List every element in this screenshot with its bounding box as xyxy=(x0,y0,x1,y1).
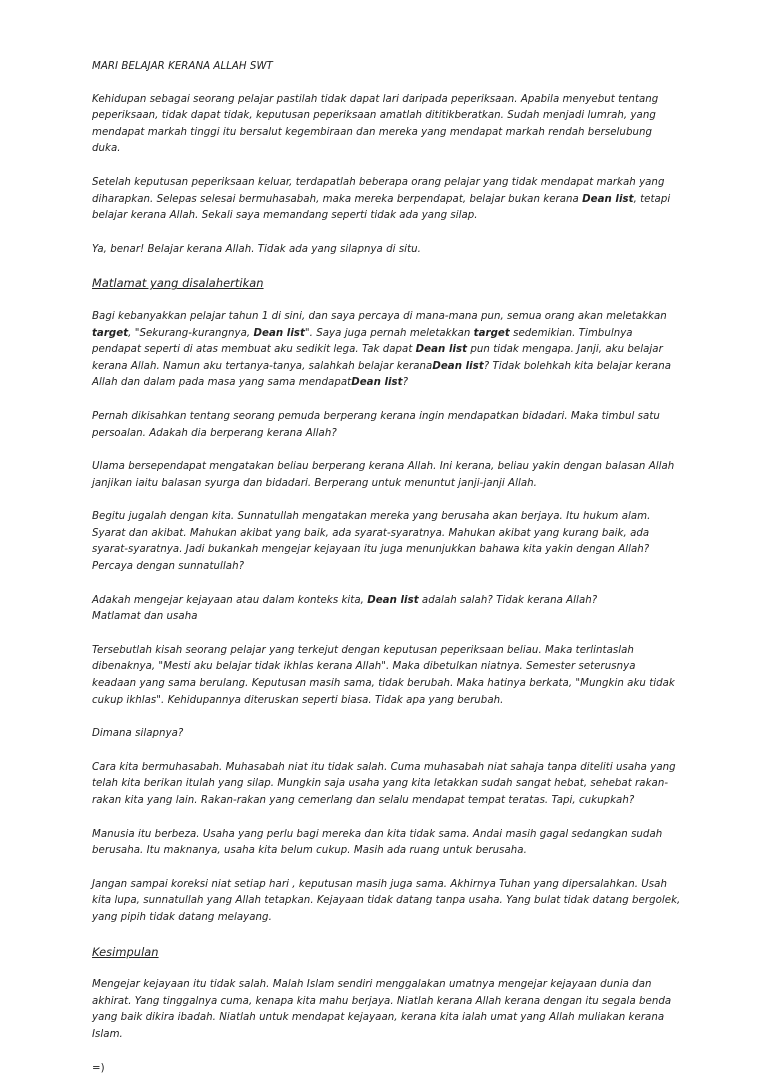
paragraph-4-text-4: sedemikian. Timbulnya pendapat seperti di atas membuat aku sedikit lega. Tak dapat xyxy=(92,327,633,356)
paragraph-12: Manusia itu berbeza. Usaha yang perlu bagi mereka dan kita tidak sama. Andai masih gagal sedangkan sudah berusaha. Itu maknanya, usaha kita belum cukup. Masih ada ruang untuk berusaha. xyxy=(92,828,663,857)
paragraph-4-bold-4: Dean list xyxy=(415,344,468,356)
paragraph-4-bold-2: Dean list xyxy=(253,327,305,339)
paragraph-4 xyxy=(92,309,682,392)
paragraph-4-text-6: ? Tidak bolehkah kita belajar kerana Allah dan dalam pada masa yang sama mendapat xyxy=(92,360,671,389)
document-page xyxy=(92,59,682,1077)
paragraph-8 xyxy=(92,593,682,610)
paragraph-8-text-1: Adakah mengejar kejayaan atau dalam konteks kita, xyxy=(92,594,368,606)
paragraph-6: Ulama bersependapat mengatakan beliau berperang kerana Allah. Ini kerana, beliau yakin dengan balasan Allah janjikan iaitu balasan syurga dan bidadari. Berperang untuk menuntut janji-janji Allah. xyxy=(92,461,675,489)
paragraph-5: Pernah dikisahkan tentang seorang pemuda berperang kerana ingin mendapatkan bidadari. Maka timbul satu persoalan. Adakah dia berperang kerana Allah? xyxy=(92,410,660,439)
paragraph-9: Tersebutlah kisah seorang pelajar yang terkejut dengan keputusan peperiksaan beliau. Maka terlintaslah dibenaknya, "Mesti aku belajar tidak ikhlas kerana Allah". Maka dibetulkan niatnya. Semester seterusnya keadaan yang sama berulang. Keputusan masih sama, tidak berubah. Maka hatinya berkata, "Mungkin aku tidak cukup ikhlas". Kehidupannya diteruskan seperti biasa. Tidak apa yang berubah. xyxy=(92,644,675,706)
paragraph-2-text-1: Setelah keputusan peperiksaan keluar, terdapatlah beberapa orang pelajar yang tidak mendapat markah yang diharapkan. Selepas selesai bermuhasabah, maka mereka berpendapat, belajar bukan kerana xyxy=(92,176,665,205)
section-heading-2: Kesimpulan xyxy=(92,944,159,959)
paragraph-8-subline: Matlamat dan usaha xyxy=(92,611,198,623)
paragraph-1: Kehidupan sebagai seorang pelajar pastilah tidak dapat lari daripada peperiksaan. Apabila menyebut tentang peperiksaan, tidak dapat tidak, keputusan peperiksaan amatlah dititikberatkan. Sudah menjadi lumrah, yang mendapat markah tinggi itu bersalut kegembiraan dan mereka yang mendapat markah rendah berselubung duka. xyxy=(92,93,659,155)
section-heading-1: Matlamat yang disalahertikan xyxy=(92,276,264,291)
paragraph-2-text-2: , tetapi belajar kerana Allah. Sekali saya memandang seperti tidak ada yang silap. xyxy=(92,193,671,222)
paragraph-2 xyxy=(92,175,682,225)
paragraph-4-text-1: Bagi kebanyakkan pelajar tahun 1 di sini, dan saya percaya di mana-mana pun, semua orang akan meletakkan xyxy=(92,310,667,322)
paragraph-7: Begitu jugalah dengan kita. Sunnatullah mengatakan mereka yang berusaha akan berjaya. Itu hukum alam. Syarat dan akibat. Mahukan akibat yang baik, ada syarat-syaratnya. Mahukan akibat yang kurang baik, ada syarat-syaratnya. Jadi bukankah mengejar kejayaan itu juga menunjukkan bahawa kita yakin dengan Allah? Percaya dengan sunnatullah? xyxy=(92,511,651,573)
paragraph-2-bold-1: Dean list xyxy=(582,193,634,205)
paragraph-4-text-7: ? xyxy=(402,377,409,389)
paragraph-8-text-2: adalah salah? Tidak kerana Allah? xyxy=(418,594,598,606)
paragraph-13: Jangan sampai koreksi niat setiap hari , keputusan masih juga sama. Akhirnya Tuhan yang dipersalahkan. Usah kita lupa, sunnatullah yang Allah tetapkan. Kejayaan tidak datang tanpa usaha. Yang bulat tidak datang bergolek, yang pipih tidak datang melayang. xyxy=(92,878,681,923)
paragraph-14: Mengejar kejayaan itu tidak salah. Malah Islam sendiri menggalakan umatnya mengejar kejayaan dunia dan akhirat. Yang tinggalnya cuma, kenapa kita mahu berjaya. Niatlah kerana Allah kerana dengan itu segala benda yang baik dikira ibadah. Niatlah untuk mendapat kejayaan, kerana kita ialah umat yang Allah muliakan kerana Islam. xyxy=(92,979,672,1040)
paragraph-4-bold-6: Dean list xyxy=(351,377,403,389)
document-title: MARI BELAJAR KERANA ALLAH SWT xyxy=(92,61,273,72)
paragraph-4-text-3: ". Saya juga pernah meletakkan xyxy=(304,327,474,339)
paragraph-11: Cara kita bermuhasabah. Muhasabah niat itu tidak salah. Cuma muhasabah niat sahaja tanpa diteliti usaha yang telah kita berikan itulah yang silap. Mungkin saja usaha yang kita letakkan sudah sangat hebat, sehebat rakan-rakan kita yang lain. Rakan-rakan yang cemerlang dan selalu mendapat tempat teratas. Tapi, cukupkah? xyxy=(92,761,676,806)
paragraph-4-text-5: pun tidak mengapa. Janji, aku belajar kerana Allah. Namun aku tertanya-tanya, salahkah belajar kerana xyxy=(92,344,663,372)
paragraph-4-bold-5: Dean list xyxy=(432,360,484,372)
paragraph-4-bold-3: target xyxy=(473,327,510,339)
paragraph-8-bold-1: Dean list xyxy=(367,594,419,606)
paragraph-10: Dimana silapnya? xyxy=(92,728,184,740)
paragraph-4-bold-1: target xyxy=(92,327,129,339)
paragraph-3: Ya, benar! Belajar kerana Allah. Tidak ada yang silapnya di situ. xyxy=(92,243,421,255)
paragraph-4-text-2: , "Sekurang-kurangnya, xyxy=(128,327,254,339)
closing-emoticon: =) xyxy=(92,1062,105,1074)
